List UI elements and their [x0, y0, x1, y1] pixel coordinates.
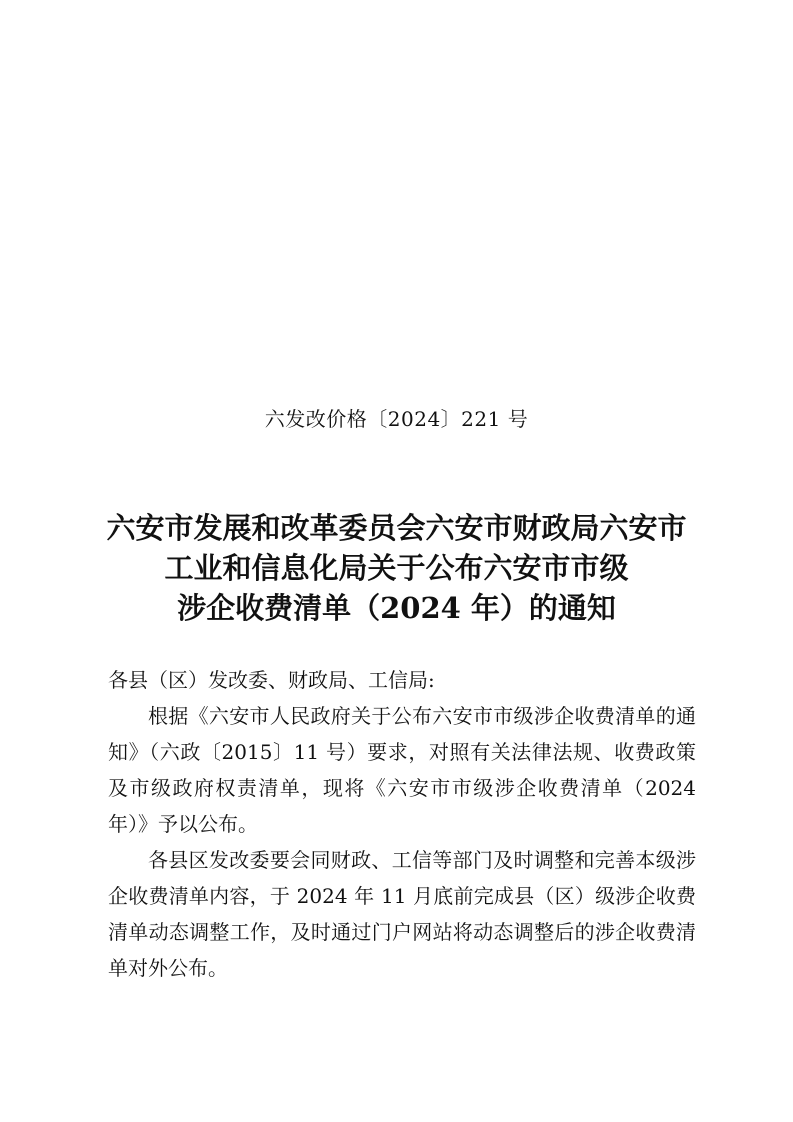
title-line-1: 六安市发展和改革委员会六安市财政局六安市 [106, 511, 687, 545]
body-paragraph-2: 各县区发改委要会同财政、工信等部门及时调整和完善本级涉企收费清单内容，于 2024 年 11 月底前完成县（区）级涉企收费清单动态调整工作，及时通过门户网站将动态调整后的涉企收费清单对外公布。 [108, 848, 696, 980]
document-body [108, 662, 696, 986]
salutation: 各县（区）发改委、财政局、工信局: [108, 668, 435, 692]
document-number: 六发改价格〔2024〕221 号 [264, 407, 529, 431]
title-line-3: 涉企收费清单（2024 年）的通知 [177, 591, 616, 625]
document-title [60, 508, 733, 628]
title-line-2: 工业和信息化局关于公布六安市市级 [164, 551, 629, 585]
body-paragraph-1: 根据《六安市人民政府关于公布六安市市级涉企收费清单的通知》（六政〔2015〕11 号）要求，对照有关法律法规、收费政策及市级政府权责清单，现将《六安市市级涉企收费清单（2024 年）》予以公布。 [108, 704, 696, 836]
